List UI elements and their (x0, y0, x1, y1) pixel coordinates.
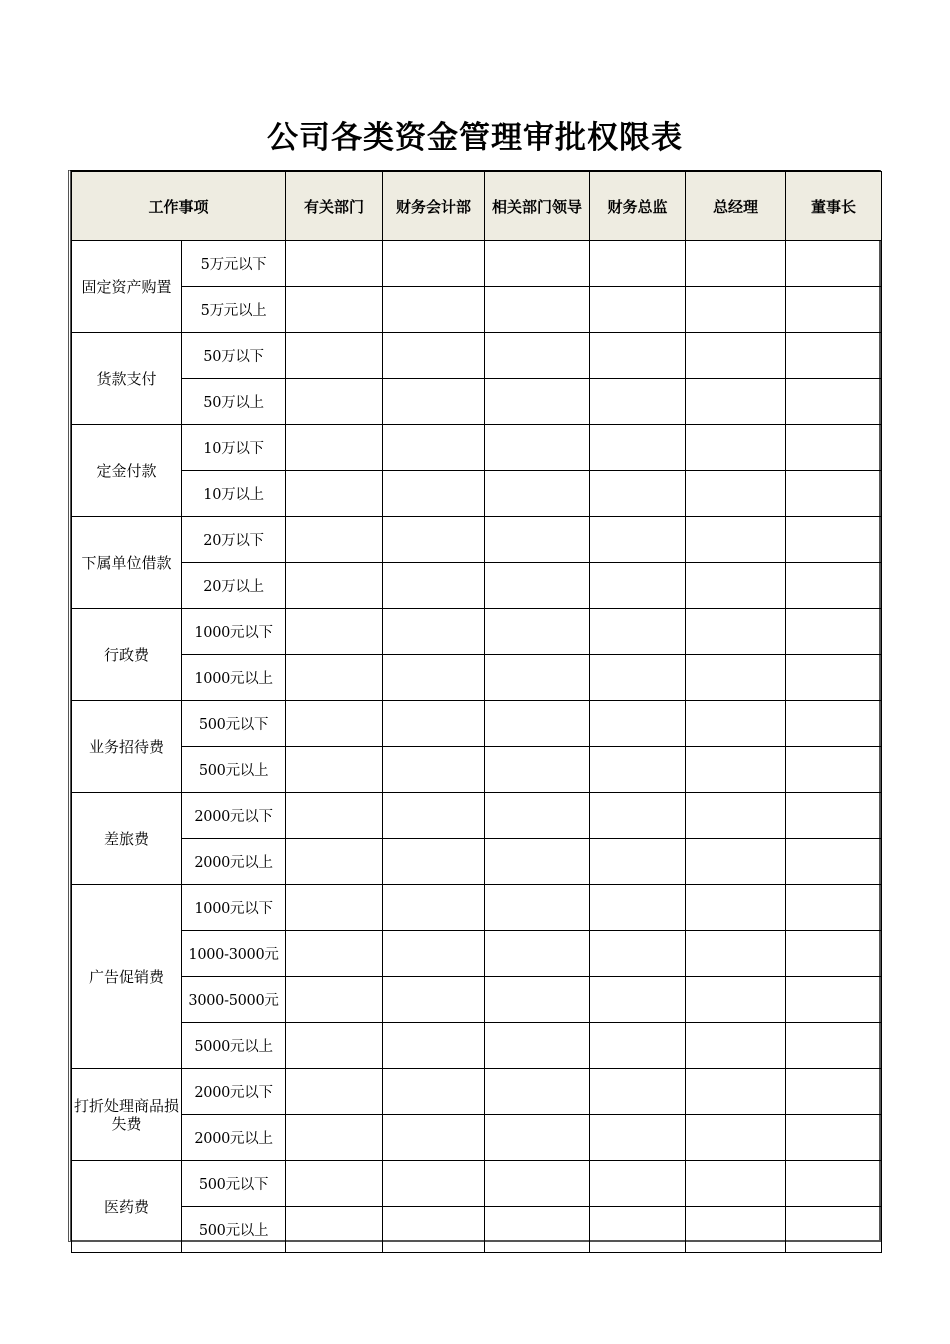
approval-cell[interactable] (590, 1023, 686, 1069)
threshold-cell: 3000-5000元 (182, 977, 286, 1023)
approval-cell[interactable] (485, 701, 590, 747)
approval-cell[interactable] (686, 655, 786, 701)
threshold-cell: 500元以上 (182, 1207, 286, 1253)
table-row (72, 701, 882, 747)
approval-cell[interactable] (286, 287, 383, 333)
approval-cell[interactable] (286, 655, 383, 701)
approval-cell[interactable] (485, 379, 590, 425)
approval-cell[interactable] (786, 1023, 882, 1069)
approval-cell[interactable] (786, 885, 882, 931)
approval-cell[interactable] (590, 333, 686, 379)
threshold-cell: 20万以下 (182, 517, 286, 563)
table-row (72, 333, 882, 379)
table-row (72, 471, 882, 517)
approval-cell[interactable] (383, 517, 485, 563)
approval-cell[interactable] (485, 655, 590, 701)
approval-cell[interactable] (786, 241, 882, 287)
approval-cell[interactable] (786, 1161, 882, 1207)
header-work-item: 工作事项 (72, 172, 286, 241)
approval-cell[interactable] (286, 563, 383, 609)
approval-cell[interactable] (383, 1023, 485, 1069)
approval-cell[interactable] (686, 885, 786, 931)
approval-authority-table (71, 171, 882, 1253)
approval-cell[interactable] (485, 977, 590, 1023)
approval-cell[interactable] (590, 977, 686, 1023)
approval-cell[interactable] (485, 241, 590, 287)
table-row (72, 793, 882, 839)
approval-cell[interactable] (485, 931, 590, 977)
approval-cell[interactable] (383, 793, 485, 839)
threshold-cell: 500元以下 (182, 1161, 286, 1207)
approval-cell[interactable] (786, 333, 882, 379)
approval-cell[interactable] (485, 1069, 590, 1115)
approval-cell[interactable] (383, 563, 485, 609)
approval-cell[interactable] (786, 931, 882, 977)
approval-cell[interactable] (686, 241, 786, 287)
approval-cell[interactable] (383, 885, 485, 931)
approval-cell[interactable] (286, 471, 383, 517)
approval-cell[interactable] (286, 517, 383, 563)
approval-cell[interactable] (485, 425, 590, 471)
approval-cell[interactable] (686, 563, 786, 609)
approval-cell[interactable] (383, 655, 485, 701)
threshold-cell: 1000-3000元 (182, 931, 286, 977)
approval-cell[interactable] (786, 609, 882, 655)
table-row (72, 1115, 882, 1161)
approval-cell[interactable] (286, 839, 383, 885)
approval-cell[interactable] (686, 931, 786, 977)
approval-cell[interactable] (286, 241, 383, 287)
approval-cell[interactable] (686, 1207, 786, 1253)
approval-cell[interactable] (686, 517, 786, 563)
approval-cell[interactable] (686, 425, 786, 471)
approval-cell[interactable] (286, 747, 383, 793)
approval-cell[interactable] (686, 333, 786, 379)
approval-cell[interactable] (383, 609, 485, 655)
approval-cell[interactable] (286, 885, 383, 931)
table-row (72, 563, 882, 609)
approval-cell[interactable] (286, 977, 383, 1023)
table-body (72, 241, 882, 1253)
threshold-cell: 500元以下 (182, 701, 286, 747)
table-row (72, 1023, 882, 1069)
category-cell: 固定资产购置 (72, 241, 182, 333)
approval-cell[interactable] (286, 379, 383, 425)
category-cell: 货款支付 (72, 333, 182, 425)
approval-cell[interactable] (590, 609, 686, 655)
approval-cell[interactable] (686, 609, 786, 655)
approval-cell[interactable] (686, 747, 786, 793)
approval-cell[interactable] (590, 655, 686, 701)
table-row (72, 839, 882, 885)
approval-cell[interactable] (286, 931, 383, 977)
approval-cell[interactable] (786, 655, 882, 701)
approval-cell[interactable] (485, 287, 590, 333)
approval-cell[interactable] (485, 1207, 590, 1253)
header-dept-leader: 相关部门领导 (485, 172, 590, 241)
approval-cell[interactable] (786, 747, 882, 793)
approval-cell[interactable] (286, 1161, 383, 1207)
approval-cell[interactable] (485, 1161, 590, 1207)
approval-cell[interactable] (590, 793, 686, 839)
approval-cell[interactable] (590, 931, 686, 977)
approval-cell[interactable] (686, 793, 786, 839)
header-chairman: 董事长 (786, 172, 882, 241)
category-cell: 下属单位借款 (72, 517, 182, 609)
approval-cell[interactable] (383, 1069, 485, 1115)
table-row (72, 379, 882, 425)
approval-cell[interactable] (686, 977, 786, 1023)
approval-cell[interactable] (590, 287, 686, 333)
approval-cell[interactable] (286, 701, 383, 747)
approval-cell[interactable] (383, 333, 485, 379)
header-general-manager: 总经理 (686, 172, 786, 241)
threshold-cell: 20万以上 (182, 563, 286, 609)
approval-cell[interactable] (383, 701, 485, 747)
approval-cell[interactable] (286, 1069, 383, 1115)
approval-cell[interactable] (786, 1069, 882, 1115)
approval-cell[interactable] (286, 333, 383, 379)
approval-cell[interactable] (383, 471, 485, 517)
threshold-cell: 50万以上 (182, 379, 286, 425)
header-related-dept: 有关部门 (286, 172, 383, 241)
approval-cell[interactable] (590, 563, 686, 609)
approval-cell[interactable] (786, 425, 882, 471)
approval-cell[interactable] (485, 885, 590, 931)
threshold-cell: 1000元以下 (182, 609, 286, 655)
approval-cell[interactable] (786, 1115, 882, 1161)
approval-cell[interactable] (383, 747, 485, 793)
threshold-cell: 10万以下 (182, 425, 286, 471)
threshold-cell: 1000元以下 (182, 885, 286, 931)
header-row (72, 172, 882, 241)
approval-cell[interactable] (590, 517, 686, 563)
approval-cell[interactable] (590, 885, 686, 931)
approval-cell[interactable] (485, 563, 590, 609)
approval-cell[interactable] (485, 609, 590, 655)
approval-cell[interactable] (286, 425, 383, 471)
page-title: 公司各类资金管理审批权限表 (267, 120, 683, 156)
approval-cell[interactable] (590, 471, 686, 517)
approval-cell[interactable] (686, 1069, 786, 1115)
category-cell: 医药费 (72, 1161, 182, 1253)
approval-cell[interactable] (686, 471, 786, 517)
table-row (72, 241, 882, 287)
table-row (72, 655, 882, 701)
threshold-cell: 2000元以下 (182, 793, 286, 839)
table-row (72, 747, 882, 793)
approval-cell[interactable] (383, 287, 485, 333)
table-row (72, 885, 882, 931)
approval-cell[interactable] (786, 379, 882, 425)
threshold-cell: 5万元以下 (182, 241, 286, 287)
approval-cell[interactable] (383, 425, 485, 471)
approval-cell[interactable] (786, 839, 882, 885)
approval-cell[interactable] (485, 1023, 590, 1069)
category-cell: 广告促销费 (72, 885, 182, 1069)
approval-cell[interactable] (686, 701, 786, 747)
table-row (72, 287, 882, 333)
category-cell: 行政费 (72, 609, 182, 701)
table-row (72, 1161, 882, 1207)
approval-cell[interactable] (590, 1069, 686, 1115)
threshold-cell: 2000元以上 (182, 1115, 286, 1161)
threshold-cell: 500元以上 (182, 747, 286, 793)
approval-cell[interactable] (485, 793, 590, 839)
approval-cell[interactable] (590, 839, 686, 885)
approval-cell[interactable] (786, 977, 882, 1023)
approval-cell[interactable] (786, 471, 882, 517)
threshold-cell: 2000元以下 (182, 1069, 286, 1115)
approval-cell[interactable] (286, 1023, 383, 1069)
approval-cell[interactable] (383, 1115, 485, 1161)
approval-cell[interactable] (686, 1023, 786, 1069)
approval-cell[interactable] (485, 1115, 590, 1161)
approval-cell[interactable] (686, 287, 786, 333)
approval-cell[interactable] (590, 1115, 686, 1161)
approval-cell[interactable] (686, 379, 786, 425)
approval-cell[interactable] (590, 747, 686, 793)
approval-cell[interactable] (383, 1161, 485, 1207)
approval-cell[interactable] (286, 609, 383, 655)
approval-table-container (68, 170, 881, 1242)
table-row (72, 1207, 882, 1253)
category-cell: 定金付款 (72, 425, 182, 517)
approval-cell[interactable] (383, 379, 485, 425)
approval-cell[interactable] (686, 839, 786, 885)
approval-cell[interactable] (590, 241, 686, 287)
category-cell: 打折处理商品损失费 (72, 1069, 182, 1161)
approval-cell[interactable] (286, 1207, 383, 1253)
threshold-cell: 5万元以上 (182, 287, 286, 333)
approval-cell[interactable] (590, 1161, 686, 1207)
approval-cell[interactable] (786, 563, 882, 609)
threshold-cell: 10万以上 (182, 471, 286, 517)
approval-cell[interactable] (590, 701, 686, 747)
header-cfo: 财务总监 (590, 172, 686, 241)
approval-cell[interactable] (786, 701, 882, 747)
threshold-cell: 50万以下 (182, 333, 286, 379)
approval-cell[interactable] (485, 747, 590, 793)
category-cell: 业务招待费 (72, 701, 182, 793)
approval-cell[interactable] (485, 839, 590, 885)
approval-cell[interactable] (485, 471, 590, 517)
approval-cell[interactable] (590, 379, 686, 425)
threshold-cell: 2000元以上 (182, 839, 286, 885)
table-row (72, 1069, 882, 1115)
approval-cell[interactable] (286, 793, 383, 839)
approval-cell[interactable] (383, 241, 485, 287)
approval-cell[interactable] (383, 1207, 485, 1253)
table-row (72, 609, 882, 655)
table-row (72, 425, 882, 471)
approval-cell[interactable] (485, 517, 590, 563)
approval-cell[interactable] (383, 977, 485, 1023)
approval-cell[interactable] (786, 287, 882, 333)
threshold-cell: 1000元以上 (182, 655, 286, 701)
approval-cell[interactable] (786, 793, 882, 839)
table-row (72, 931, 882, 977)
category-cell: 差旅费 (72, 793, 182, 885)
approval-cell[interactable] (383, 931, 485, 977)
approval-cell[interactable] (485, 333, 590, 379)
approval-cell[interactable] (786, 1207, 882, 1253)
header-finance-accounting: 财务会计部 (383, 172, 485, 241)
approval-cell[interactable] (383, 839, 485, 885)
approval-cell[interactable] (686, 1161, 786, 1207)
table-row (72, 517, 882, 563)
approval-cell[interactable] (286, 1115, 383, 1161)
approval-cell[interactable] (590, 425, 686, 471)
approval-cell[interactable] (786, 517, 882, 563)
table-row (72, 977, 882, 1023)
approval-cell[interactable] (686, 1115, 786, 1161)
approval-cell[interactable] (590, 1207, 686, 1253)
threshold-cell: 5000元以上 (182, 1023, 286, 1069)
